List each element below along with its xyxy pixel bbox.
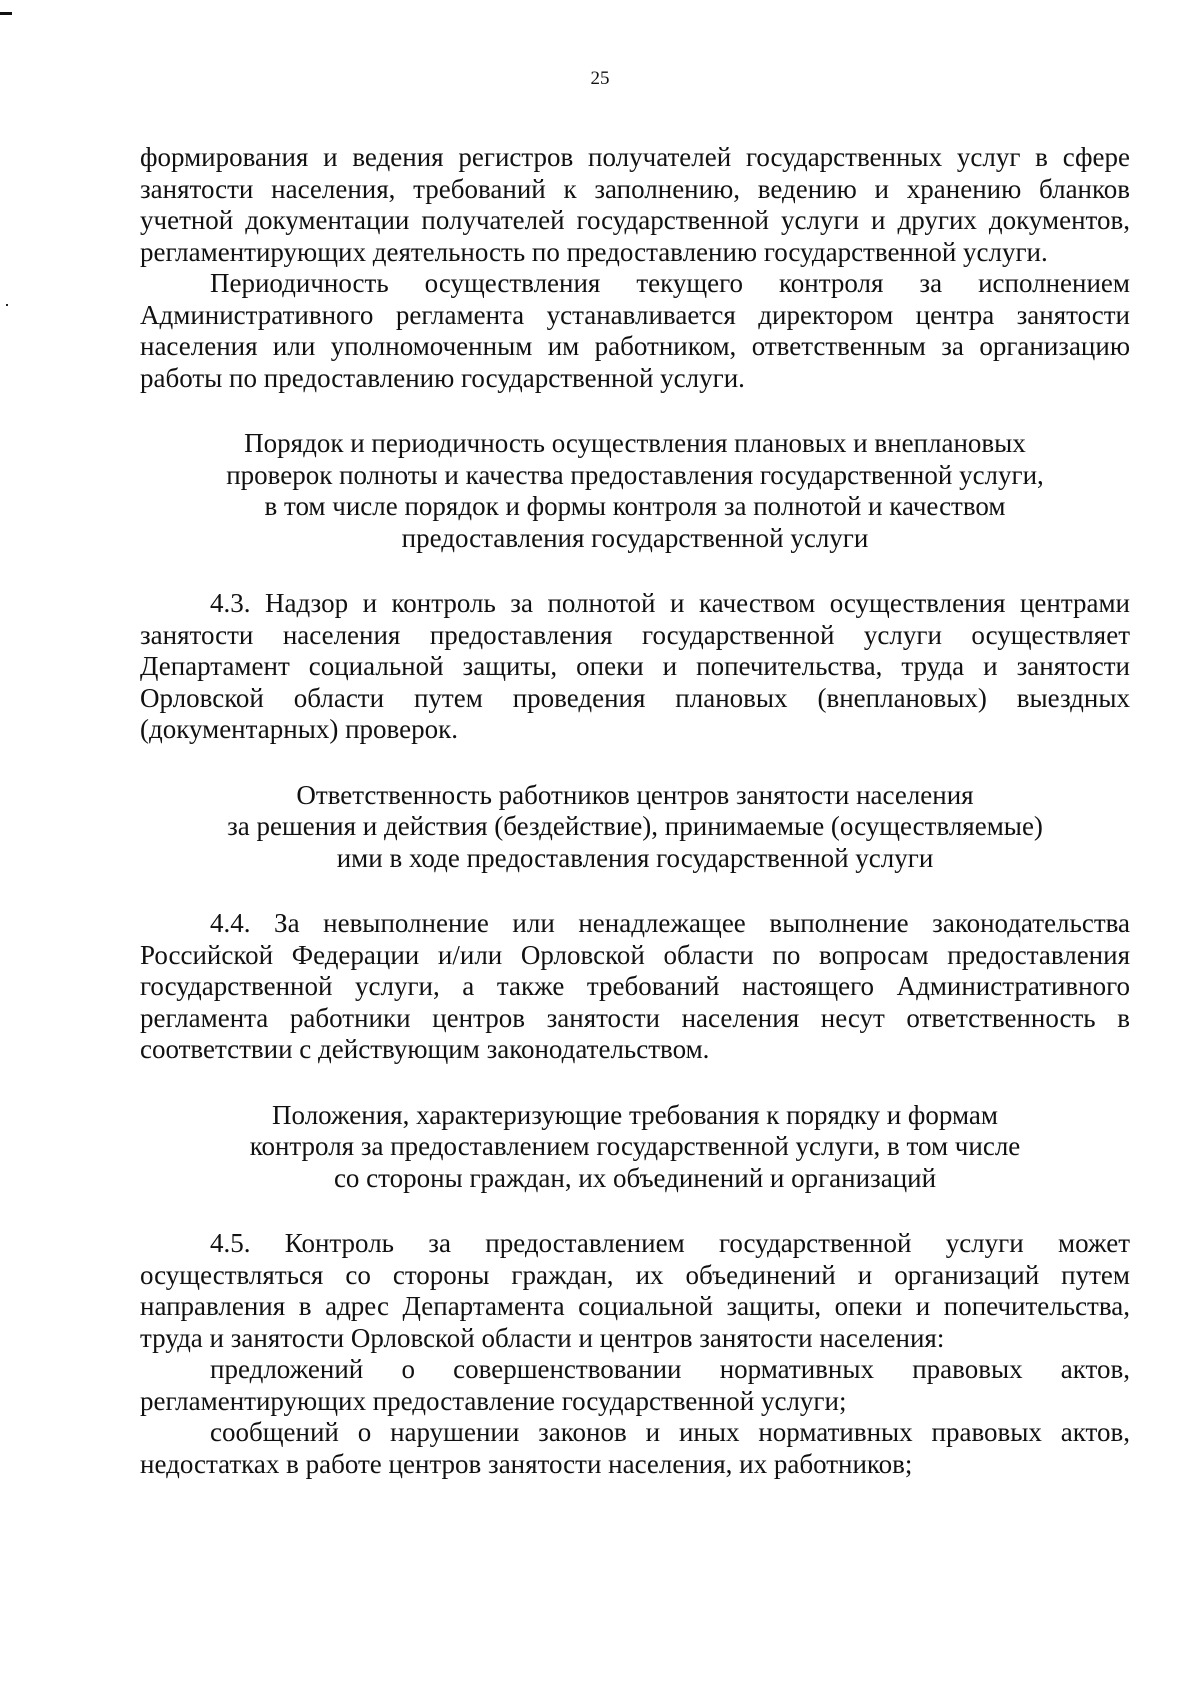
heading-line: Порядок и периодичность осуществления плановых и внеплановых <box>244 428 1026 458</box>
heading-line: за решения и действия (бездействие), принимаемые (осуществляемые) <box>227 811 1043 841</box>
paragraph-4-4: 4.4. За невыполнение или ненадлежащее выполнение законодательства Российской Федерации и/или Орловской области по вопросам предоставления государственной услуги, а также требований настоящего Административного регламента работники центров занятости населения несут ответственность в соответствии с действующим законодательством. <box>140 908 1130 1064</box>
heading-line: в том числе порядок и формы контроля за полнотой и качеством <box>264 491 1006 521</box>
heading-line: проверок полноты и качества предоставления государственной услуги, <box>226 459 1044 490</box>
document-body <box>140 142 1130 1480</box>
paragraph-4-3: 4.3. Надзор и контроль за полнотой и качеством осуществления центрами занятости населения предоставления государственной услуги осуществляет Департамент социальной защиты, опеки и попечительства, труда и занятости Орловской области путем проведения плановых (внеплановых) выездных (документарных) проверок. <box>140 588 1130 744</box>
page-number: 25 <box>590 68 610 89</box>
heading-line: со стороны граждан, их объединений и организаций <box>333 1162 937 1193</box>
heading-line: предоставления государственной услуги <box>401 522 869 553</box>
heading-line: Положения, характеризующие требования к порядку и формам <box>272 1099 998 1130</box>
list-item-reports: сообщений о нарушении законов и иных нормативных правовых актов, недостатках в работе центров занятости населения, их работников; <box>140 1417 1130 1479</box>
heading-line: контроля за предоставлением государственной услуги, в том числе <box>249 1131 1021 1161</box>
heading-line: ими в ходе предоставления государственной услуги <box>336 842 934 873</box>
list-item-proposals: предложений о совершенствовании нормативных правовых актов, регламентирующих предоставление государственной услуги; <box>140 1354 1130 1416</box>
section-heading-inspections <box>140 428 1130 554</box>
paragraph-4-5: 4.5. Контроль за предоставлением государственной услуги может осуществляться со стороны граждан, их объединений и организаций путем направления в адрес Департамента социальной защиты, опеки и попечительства, труда и занятости Орловской области и центров занятости населения: <box>140 1228 1130 1353</box>
scan-artifact-dot <box>6 304 8 306</box>
heading-line: Ответственность работников центров занятости населения <box>296 779 974 810</box>
scan-artifact-mark <box>0 12 12 15</box>
section-heading-responsibility <box>140 780 1130 875</box>
paragraph-periodicity: Периодичность осуществления текущего контроля за исполнением Административного регламента устанавливается директором центра занятости населения или уполномоченным им работником, ответственным за организацию работы по предоставлению государственной услуги. <box>140 268 1130 393</box>
paragraph-registers: формирования и ведения регистров получателей государственных услуг в сфере занятости населения, требований к заполнению, ведению и хранению бланков учетной документации получателей государственной услуги и других документов, регламентирующих деятельность по предоставлению государственной услуги. <box>140 142 1130 267</box>
section-heading-control-provisions <box>140 1100 1130 1195</box>
